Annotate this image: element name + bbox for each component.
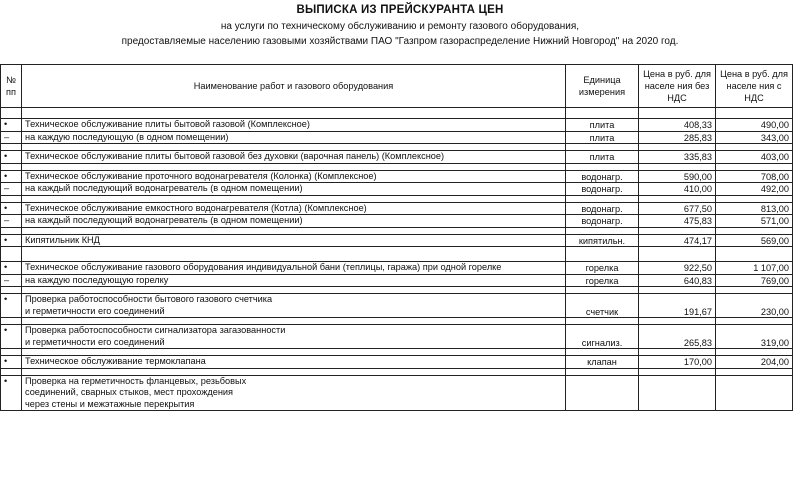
col-header-unit: Единица измерения bbox=[566, 65, 639, 108]
service-name-line: через стены и межэтажные перекрытия bbox=[25, 398, 195, 409]
service-name-line: Проверка работоспособности бытового газового счетчика bbox=[25, 294, 273, 304]
spacer-cell bbox=[566, 108, 639, 119]
service-name-line: Кипятильник КНД bbox=[25, 234, 100, 245]
table-row bbox=[1, 274, 793, 287]
price-no-vat-cell: 475,83 bbox=[639, 215, 716, 228]
spacer-cell bbox=[716, 368, 793, 375]
service-name-cell bbox=[22, 183, 566, 196]
service-name-line: Техническое обслуживание термоклапана bbox=[25, 356, 206, 366]
row-marker: – bbox=[1, 274, 22, 287]
unit-cell: кипятильн. bbox=[566, 234, 639, 247]
price-no-vat-cell: 265,83 bbox=[639, 325, 716, 349]
unit-cell: плита bbox=[566, 151, 639, 164]
spacer-cell bbox=[566, 247, 639, 262]
spacer-cell bbox=[716, 195, 793, 202]
spacer-cell bbox=[22, 144, 566, 151]
price-vat-cell: 571,00 bbox=[716, 215, 793, 228]
service-name-line: на каждую последующую горелку bbox=[25, 274, 169, 285]
spacer-cell bbox=[22, 349, 566, 356]
spacer-cell bbox=[639, 349, 716, 356]
col-header-name: Наименование работ и газового оборудования bbox=[22, 65, 566, 108]
price-no-vat-cell: 335,83 bbox=[639, 151, 716, 164]
service-name-cell bbox=[22, 202, 566, 215]
spacer-cell bbox=[22, 227, 566, 234]
spacer-cell bbox=[22, 195, 566, 202]
price-no-vat-cell: 677,50 bbox=[639, 202, 716, 215]
spacer-cell bbox=[566, 163, 639, 170]
row-spacer bbox=[1, 287, 793, 294]
table-row bbox=[1, 131, 793, 144]
col-header-price-no-vat: Цена в руб. для населе ния без НДС bbox=[639, 65, 716, 108]
price-vat-cell: 769,00 bbox=[716, 274, 793, 287]
row-marker: • bbox=[1, 356, 22, 369]
spacer-cell bbox=[639, 227, 716, 234]
service-name-line: и герметичности его соединений bbox=[25, 336, 165, 347]
row-marker: • bbox=[1, 202, 22, 215]
row-spacer bbox=[1, 163, 793, 170]
spacer-cell bbox=[566, 195, 639, 202]
row-marker: • bbox=[1, 119, 22, 132]
price-no-vat-cell bbox=[639, 375, 716, 411]
service-name-cell bbox=[22, 375, 566, 411]
service-name-line: Техническое обслуживание емкостного водонагревателя (Котла) (Комплексное) bbox=[25, 202, 367, 213]
service-name-cell bbox=[22, 294, 566, 318]
price-no-vat-cell: 590,00 bbox=[639, 170, 716, 183]
spacer-cell bbox=[566, 349, 639, 356]
table-row bbox=[1, 215, 793, 228]
document-subtitle-line-1: на услуги по техническому обслуживанию и ремонту газового оборудования, bbox=[220, 21, 580, 32]
service-name-cell bbox=[22, 234, 566, 247]
spacer-cell bbox=[1, 195, 22, 202]
spacer-cell bbox=[639, 368, 716, 375]
unit-cell: водонагр. bbox=[566, 202, 639, 215]
service-name-cell bbox=[22, 131, 566, 144]
service-name-line: на каждый последующий водонагреватель (в одном помещении) bbox=[25, 215, 303, 225]
row-marker: – bbox=[1, 215, 22, 228]
table-row bbox=[1, 325, 793, 349]
spacer-cell bbox=[566, 368, 639, 375]
service-name-line: Техническое обслуживание газового оборудования индивидуальной бани (теплицы, гаража) при одной горелке bbox=[25, 262, 502, 272]
spacer-cell bbox=[639, 287, 716, 294]
price-vat-cell: 403,00 bbox=[716, 151, 793, 164]
spacer-cell bbox=[1, 349, 22, 356]
service-name-cell bbox=[22, 262, 566, 275]
spacer-cell bbox=[639, 247, 716, 262]
price-vat-cell: 490,00 bbox=[716, 119, 793, 132]
price-vat-cell: 569,00 bbox=[716, 234, 793, 247]
row-spacer bbox=[1, 349, 793, 356]
price-vat-cell: 230,00 bbox=[716, 294, 793, 318]
table-row bbox=[1, 262, 793, 275]
row-marker: • bbox=[1, 234, 22, 247]
price-no-vat-cell: 640,83 bbox=[639, 274, 716, 287]
spacer-cell bbox=[22, 368, 566, 375]
price-vat-cell: 492,00 bbox=[716, 183, 793, 196]
unit-cell: сигнализ. bbox=[566, 325, 639, 349]
price-no-vat-cell: 170,00 bbox=[639, 356, 716, 369]
spacer-cell bbox=[22, 247, 566, 262]
unit-cell: клапан bbox=[566, 356, 639, 369]
price-no-vat-cell: 408,33 bbox=[639, 119, 716, 132]
service-name-cell bbox=[22, 119, 566, 132]
row-spacer bbox=[1, 108, 793, 119]
spacer-cell bbox=[639, 163, 716, 170]
service-name-cell bbox=[22, 151, 566, 164]
service-name-cell bbox=[22, 325, 566, 349]
price-no-vat-cell: 410,00 bbox=[639, 183, 716, 196]
spacer-cell bbox=[639, 108, 716, 119]
spacer-cell bbox=[716, 349, 793, 356]
row-spacer bbox=[1, 144, 793, 151]
table-body bbox=[1, 108, 793, 411]
spacer-cell bbox=[716, 163, 793, 170]
spacer-cell bbox=[566, 227, 639, 234]
spacer-cell bbox=[22, 163, 566, 170]
spacer-cell bbox=[1, 227, 22, 234]
spacer-cell bbox=[566, 318, 639, 325]
unit-cell: счетчик bbox=[566, 294, 639, 318]
table-row bbox=[1, 375, 793, 411]
col-header-number: № пп bbox=[1, 65, 22, 108]
spacer-cell bbox=[1, 318, 22, 325]
price-vat-cell: 1 107,00 bbox=[716, 262, 793, 275]
document-subtitle-line-2: предоставляемые населению газовыми хозяйствами ПАО "Газпром газораспределение Нижний Новгород" на 2020 год. bbox=[121, 36, 679, 47]
service-name-cell bbox=[22, 356, 566, 369]
service-name-line: на каждую последующую (в одном помещении) bbox=[25, 131, 229, 142]
price-vat-cell: 319,00 bbox=[716, 325, 793, 349]
unit-cell: водонагр. bbox=[566, 215, 639, 228]
service-name-line: Техническое обслуживание проточного водонагревателя (Колонка) (Комплексное) bbox=[25, 170, 377, 181]
service-name-line: Техническое обслуживание плиты бытовой газовой без духовки (варочная панель) (Комплексное) bbox=[25, 151, 445, 161]
table-row bbox=[1, 119, 793, 132]
spacer-cell bbox=[22, 318, 566, 325]
service-name-line: Проверка на герметичность фланцевых, резьбовых bbox=[25, 375, 247, 386]
unit-cell: плита bbox=[566, 119, 639, 132]
price-no-vat-cell: 474,17 bbox=[639, 234, 716, 247]
price-vat-cell bbox=[716, 375, 793, 411]
spacer-cell bbox=[639, 318, 716, 325]
row-spacer bbox=[1, 368, 793, 375]
service-name-cell bbox=[22, 170, 566, 183]
unit-cell: водонагр. bbox=[566, 183, 639, 196]
spacer-cell bbox=[1, 247, 22, 262]
spacer-cell bbox=[716, 108, 793, 119]
row-marker: • bbox=[1, 325, 22, 349]
spacer-cell bbox=[639, 144, 716, 151]
price-vat-cell: 204,00 bbox=[716, 356, 793, 369]
price-no-vat-cell: 285,83 bbox=[639, 131, 716, 144]
price-vat-cell: 708,00 bbox=[716, 170, 793, 183]
service-name-cell bbox=[22, 215, 566, 228]
unit-cell: плита bbox=[566, 131, 639, 144]
table-header-row bbox=[1, 65, 793, 108]
spacer-cell bbox=[716, 247, 793, 262]
price-table bbox=[0, 64, 793, 411]
spacer-cell bbox=[716, 287, 793, 294]
row-spacer bbox=[1, 227, 793, 234]
service-name-line: на каждый последующий водонагреватель (в одном помещении) bbox=[25, 183, 303, 193]
spacer-cell bbox=[1, 368, 22, 375]
row-marker: • bbox=[1, 170, 22, 183]
table-row bbox=[1, 183, 793, 196]
price-no-vat-cell: 922,50 bbox=[639, 262, 716, 275]
row-spacer bbox=[1, 318, 793, 325]
table-row bbox=[1, 356, 793, 369]
spacer-cell bbox=[566, 144, 639, 151]
table-row bbox=[1, 202, 793, 215]
col-header-price-vat: Цена в руб. для населе ния с НДС bbox=[716, 65, 793, 108]
table-row bbox=[1, 234, 793, 247]
unit-cell: водонагр. bbox=[566, 170, 639, 183]
row-marker: • bbox=[1, 262, 22, 275]
row-spacer bbox=[1, 247, 793, 262]
spacer-cell bbox=[1, 287, 22, 294]
row-marker: – bbox=[1, 183, 22, 196]
row-marker: • bbox=[1, 294, 22, 318]
price-vat-cell: 343,00 bbox=[716, 131, 793, 144]
row-marker: • bbox=[1, 375, 22, 411]
spacer-cell bbox=[1, 144, 22, 151]
service-name-line: соединений, сварных стыков, мест прохождения bbox=[25, 387, 234, 397]
table-row bbox=[1, 151, 793, 164]
table-row bbox=[1, 170, 793, 183]
row-marker: • bbox=[1, 151, 22, 164]
spacer-cell bbox=[566, 287, 639, 294]
spacer-cell bbox=[639, 195, 716, 202]
row-spacer bbox=[1, 195, 793, 202]
service-name-line: Техническое обслуживание плиты бытовой газовой (Комплексное) bbox=[25, 119, 310, 129]
unit-cell: горелка bbox=[566, 262, 639, 275]
service-name-line: и герметичности его соединений bbox=[25, 305, 165, 316]
spacer-cell bbox=[22, 108, 566, 119]
table-row bbox=[1, 294, 793, 318]
spacer-cell bbox=[1, 163, 22, 170]
spacer-cell bbox=[1, 108, 22, 119]
unit-cell bbox=[566, 375, 639, 411]
spacer-cell bbox=[716, 144, 793, 151]
service-name-line: Проверка работоспособности сигнализатора загазованности bbox=[25, 325, 286, 335]
row-marker: – bbox=[1, 131, 22, 144]
unit-cell: горелка bbox=[566, 274, 639, 287]
price-no-vat-cell: 191,67 bbox=[639, 294, 716, 318]
document-title: ВЫПИСКА ИЗ ПРЕЙСКУРАНТА ЦЕН bbox=[296, 4, 504, 16]
price-vat-cell: 813,00 bbox=[716, 202, 793, 215]
spacer-cell bbox=[22, 287, 566, 294]
spacer-cell bbox=[716, 318, 793, 325]
service-name-cell bbox=[22, 274, 566, 287]
spacer-cell bbox=[716, 227, 793, 234]
